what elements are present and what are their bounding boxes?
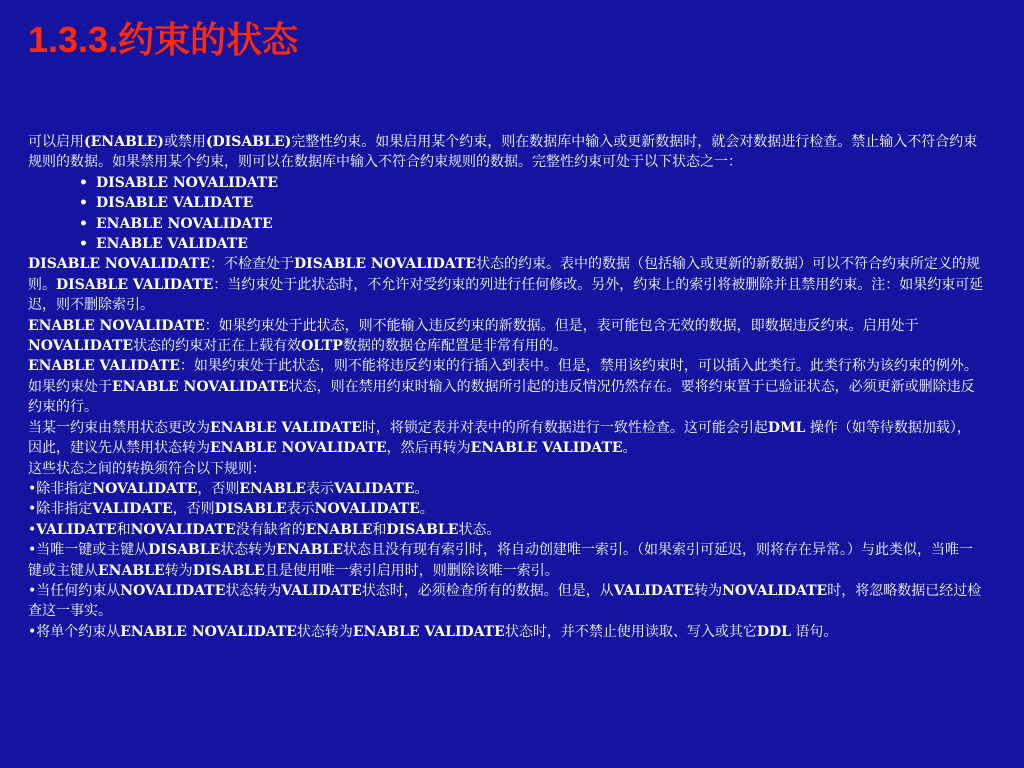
rule-item: •当任何约束从NOVALIDATE状态转为VALIDATE状态时，必须检查所有的数据。但是，从VALIDATE转为NOVALIDATE时，将忽略数据已经过检查这一事实。 [28,582,982,620]
rule-item: •将单个约束从ENABLE NOVALIDATE状态转为ENABLE VALIDATE状态时，并不禁止使用读取、写入或其它DDL 语句。 [28,623,838,640]
enable-novalidate-paragraph: ENABLE NOVALIDATE：如果约束处于此状态，则不能输入违反约束的新数据。但是，表可能包含无效的数据，即数据违反约束。启用处于NOVALIDATE状态的约束对正在上载有效OLTP数据的数据仓库配置是非常有用的。 [28,317,919,355]
intro-paragraph: 可以启用(ENABLE)或禁用(DISABLE)完整性约束。如果启用某个约束，则在数据库中输入或更新数据时，就会对数据进行检查。禁止输入不符合约束规则的数据。如果禁用某个约束，则可以在数据库中输入不符合约束规则的数据。完整性约束可处于以下状态之一： [28,134,978,171]
rule-item: •除非指定VALIDATE，否则DISABLE表示NOVALIDATE。 [28,501,434,518]
state-list-item: • DISABLE NOVALIDATE [79,173,984,193]
rules-heading: 这些状态之间的转换须符合以下规则： [28,460,266,477]
disable-states-paragraph: DISABLE NOVALIDATE：不检查处于DISABLE NOVALIDATE状态的约束。表中的数据（包括输入或更新的新数据）可以不符合约束所定义的规则。DISABLE VALIDATE：当约束处于此状态时，不允许对受约束的列进行任何修改。另外，约束上的索引将被删除并且禁用约束。注：如果约束可延迟，则不删除索引。 [28,256,984,314]
state-list-item: • ENABLE NOVALIDATE [79,214,984,234]
enable-validate-paragraph: ENABLE VALIDATE：如果约束处于此状态，则不能将违反约束的行插入到表中。但是，禁用该约束时，可以插入此类行。此类行称为该约束的例外。如果约束处于ENABLE NOVALIDATE状态，则在禁用约束时输入的数据所引起的违反情况仍然存在。要将约束置于已验证状态，必须更新或删除违反约束的行。 [28,358,978,416]
slide-body [28,132,984,642]
state-list-item: • ENABLE VALIDATE [79,234,984,254]
state-change-paragraph: 当某一约束由禁用状态更改为ENABLE VALIDATE时，将锁定表并对表中的所有数据进行一致性检查。这可能会引起DML 操作（如等待数据加载），因此，建议先从禁用状态转为ENABLE NOVALIDATE，然后再转为ENABLE VALIDATE。 [28,419,971,457]
slide-title: 1.3.3.约束的状态 [28,19,299,60]
rule-item: •除非指定NOVALIDATE，否则ENABLE表示VALIDATE。 [28,480,429,497]
rule-item: •VALIDATE和NOVALIDATE没有缺省的ENABLE和DISABLE状态。 [28,521,501,538]
rule-item: •当唯一键或主键从DISABLE状态转为ENABLE状态且没有现有索引时，将自动创建唯一索引。（如果索引可延迟，则将存在异常。）与此类似，当唯一键或主键从ENABLE转为DISABLE且是使用唯一索引启用时，则删除该唯一索引。 [28,542,973,579]
state-list-item: • DISABLE VALIDATE [79,193,984,213]
state-list [28,173,984,255]
